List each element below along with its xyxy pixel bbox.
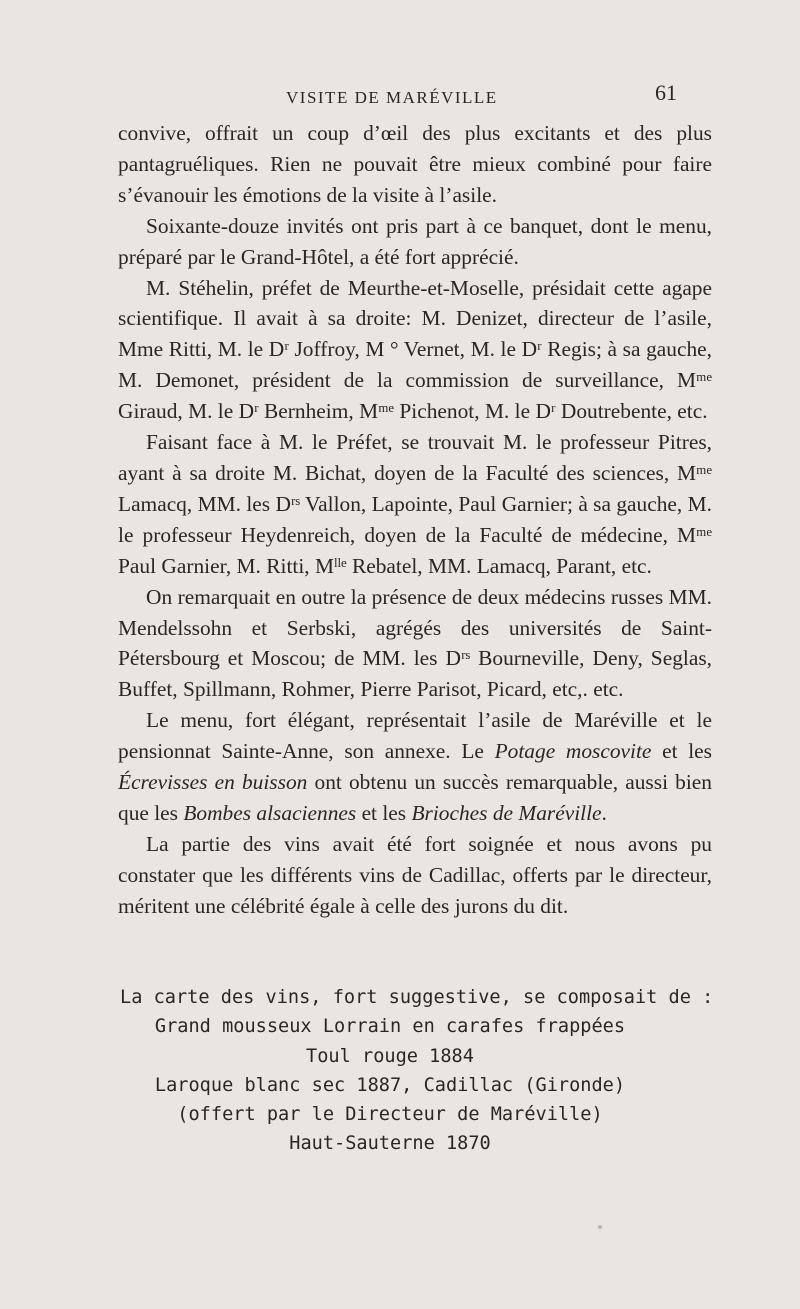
wine-item: Laroque blanc sec 1887, Cadillac (Gironde) [154,1074,626,1096]
paragraph-menu [118,705,712,829]
paper-speck [598,1225,602,1229]
paragraph: M. Stéhelin, préfet de Meurthe-et-Moselle, présidait cette agape scientifique. Il avait à sa droite: M. Denizet, directeur de l’asile, Mme Ritti, M. le Dʳ Joffroy, M ° Vernet, M. le Dʳ Regis; à sa gauche, M. Demonet, président de la commission de surveillance, Mᵐᵉ Giraud, M. le Dʳ Bernheim, Mᵐᵉ Pichenot, M. le Dʳ Doutrebente, etc. [118,275,712,424]
dish-name: Écrevisses en buisson [118,770,308,795]
wine-item: Haut-Sauterne 1870 [289,1133,491,1155]
dish-name: Potage moscovite [494,739,652,764]
paragraph: On remarquait en outre la présence de deux médecins russes MM. Mendelssohn et Serbski, agrégés des universités de Saint-Pétersbourg et Moscou; de MM. les Dʳˢ Bourneville, Deny, Seglas, Buffet, Spillmann, Rohmer, Pierre Parisot, Picard, etc,. etc. [118,584,712,702]
text-segment: ont obtenu un succès remarquable, aussi bien que les [118,770,712,825]
dish-name: Bombes alsaciennes [183,800,357,825]
page-number: 61 [655,80,677,105]
running-head: VISITE DE MARÉVILLE [286,88,498,107]
text-segment: et les [651,739,712,764]
wine-item: Toul rouge 1884 [306,1045,474,1067]
paragraph: La partie des vins avait été fort soignée et nous avons pu constater que les différents vins de Cadillac, offerts par le directeur, méritent une célébrité égale à celle des jurons du dit. [118,831,712,918]
body-text [118,118,712,922]
paragraph: Faisant face à M. le Préfet, se trouvait M. le professeur Pitres, ayant à sa droite M. Bichat, doyen de la Faculté des sciences, Mᵐᵉ Lamacq, MM. les Dʳˢ Vallon, Lapointe, Paul Garnier; à sa gauche, M. le professeur Heydenreich, doyen de la Faculté de médecine, Mᵐᵉ Paul Garnier, M. Ritti, Mˡˡᵉ Rebatel, MM. Lamacq, Parant, etc. [118,430,712,578]
wine-list-intro: La carte des vins, fort suggestive, se composait de : [120,987,714,1008]
wine-list [120,983,714,1159]
paragraph: Soixante-douze invités ont pris part à ce banquet, dont le menu, préparé par le Grand-Hôtel, a été fort apprécié. [118,213,712,269]
text-segment: et les [356,800,412,825]
dish-name: Brioches de Maréville [411,800,602,825]
wine-item: Grand mousseux Lorrain en carafes frappées [154,1016,626,1038]
text-segment: Le menu, fort élégant, représentait l’asile de Maréville et le pensionnat Sainte-Anne, son annexe. Le [118,708,712,764]
wine-items [120,1012,660,1158]
paragraph: convive, offrait un coup d’œil des plus excitants et des plus pantagruéliques. Rien ne pouvait être mieux combiné pour faire s’évanouir les émotions de la visite à l’asile. [118,121,712,207]
text-segment: . [601,800,607,825]
wine-item: (offert par le Directeur de Maréville) [177,1104,603,1126]
